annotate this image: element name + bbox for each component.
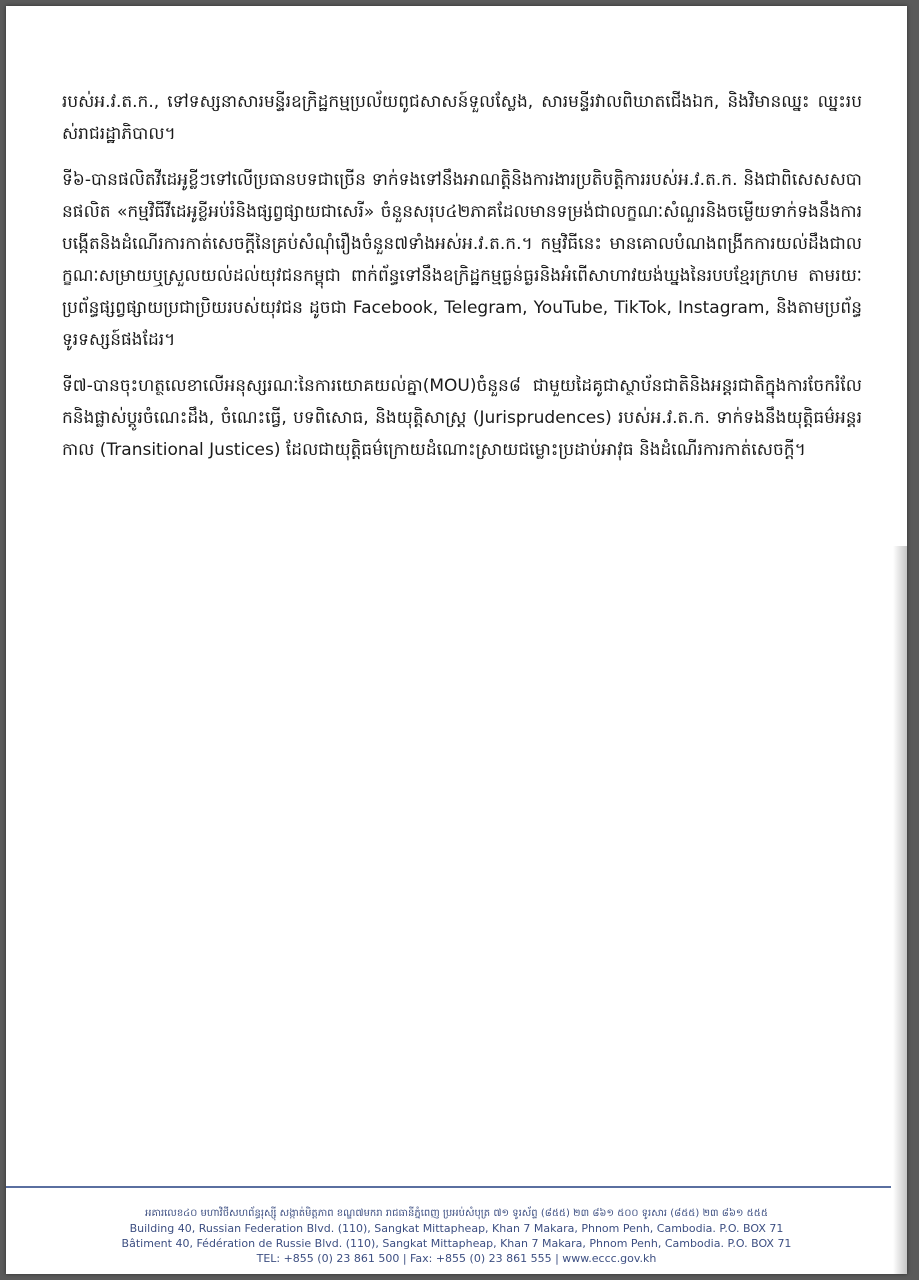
paragraph-1: របស់អ.វ.ត.ក., ទៅទស្សនាសារមន្ទីរឧក្រិដ្ឋកម្មប្រល័យពូជសាសន៍ទួលស្លែង, សារមន្ទីរវាលពិឃាតជើងឯក, និងវិមានឈ្នះ ឈ្នះរបស់រាជរដ្ឋាភិបាល។: [62, 92, 862, 144]
document-page: [6, 6, 907, 1274]
footer-address-khmer: អគារលេខ៤០ មហាវិថីសហព័ន្ធរុស្ស៊ី សង្កាត់មិត្តភាព ខណ្ឌ៧មករា រាជធានីភ្នំពេញ ប្រអប់សំបុត្រ ៧១ ទូរស័ព្ទ (៨៥៥) ២៣ ៨៦១ ៥០០ ទូរសារ (៨៥៥) ២៣ ៨៦១ ៥៥៥: [145, 1208, 768, 1219]
footer-address-english: Building 40, Russian Federation Blvd. (110), Sangkat Mittapheap, Khan 7 Makara, Phnom Penh, Cambodia. P.O. BOX 71: [129, 1222, 784, 1235]
paragraph-2: ទី៦-បានផលិតវីដេអូខ្លីៗទៅលើប្រធានបទជាច្រើន ទាក់ទងទៅនឹងអាណត្តិនិងការងារប្រតិបត្តិការរបស់អ.វ.ត.ក. និងជាពិសេសសបានផលិត «កម្មវិធីវីដេអូខ្លីអប់រំនិងផ្សព្វផ្សាយជាសេរី» ចំនួនសរុប៤២ភាគដែលមានទម្រង់ជាលក្ខណៈសំណួរនិងចម្លើយទាក់ទងនឹងការបង្កើតនិងដំណើរការកាត់សេចក្តីនៃគ្រប់សំណុំរឿងចំនួន៧ទាំងអស់អ.វ.ត.ក.។ កម្មវិធីនេះ មានគោលបំណងពង្រីកការយល់ដឹងជាលក្ខណៈសម្រាយឬស្រួលយល់ដល់យុវជនកម្ពុជា ពាក់ព័ន្ធទៅនឹងឧក្រិដ្ឋកម្មធ្ងន់ធ្ងរនិងអំពើសាហាវយង់ឃ្នងនៃរបបខ្មែរក្រហម តាមរយៈប្រព័ន្ធផ្សព្វផ្សាយប្រជាប្រិយរបស់យុវជន ដូចជា Facebook, Telegram, YouTube, TikTok, Instagram, និងតាមប្រព័ន្ធទូរទស្សន៍ផងដែរ។: [62, 170, 862, 350]
footer-address-french: Bâtiment 40, Fédération de Russie Blvd. (110), Sangkat Mittapheap, Khan 7 Makara, Phnom Penh, Cambodia. P.O. BOX 71: [121, 1237, 792, 1250]
document-body: [62, 86, 862, 480]
footer: [6, 1206, 907, 1266]
footer-contact: TEL: +855 (0) 23 861 500 | Fax: +855 (0) 23 861 555 | www.eccc.gov.kh: [256, 1252, 657, 1265]
paragraph-3: ទី៧-បានចុះហត្ថលេខាលើអនុស្សរណៈនៃការយោគយល់គ្នា(MOU)ចំនួន៨ ជាមួយដៃគូជាស្ថាប័នជាតិនិងអន្តរជាតិក្នុងការចែករំលែកនិងផ្លាស់ប្តូរចំណេះដឹង, ចំណេះធ្វើ, បទពិសោធ, និងយុត្តិសាស្ត្រ (Jurisprudences) របស់អ.វ.ត.ក. ទាក់ទងនឹងយុត្តិធម៌អន្តរកាល (Transitional Justices) ដែលជាយុត្តិធម៌ក្រោយដំណោះស្រាយជម្លោះប្រដាប់អាវុធ និងដំណើរការកាត់សេចក្តី។: [62, 376, 862, 460]
footer-divider: [6, 1186, 891, 1188]
page-edge-shadow: [893, 546, 907, 1274]
